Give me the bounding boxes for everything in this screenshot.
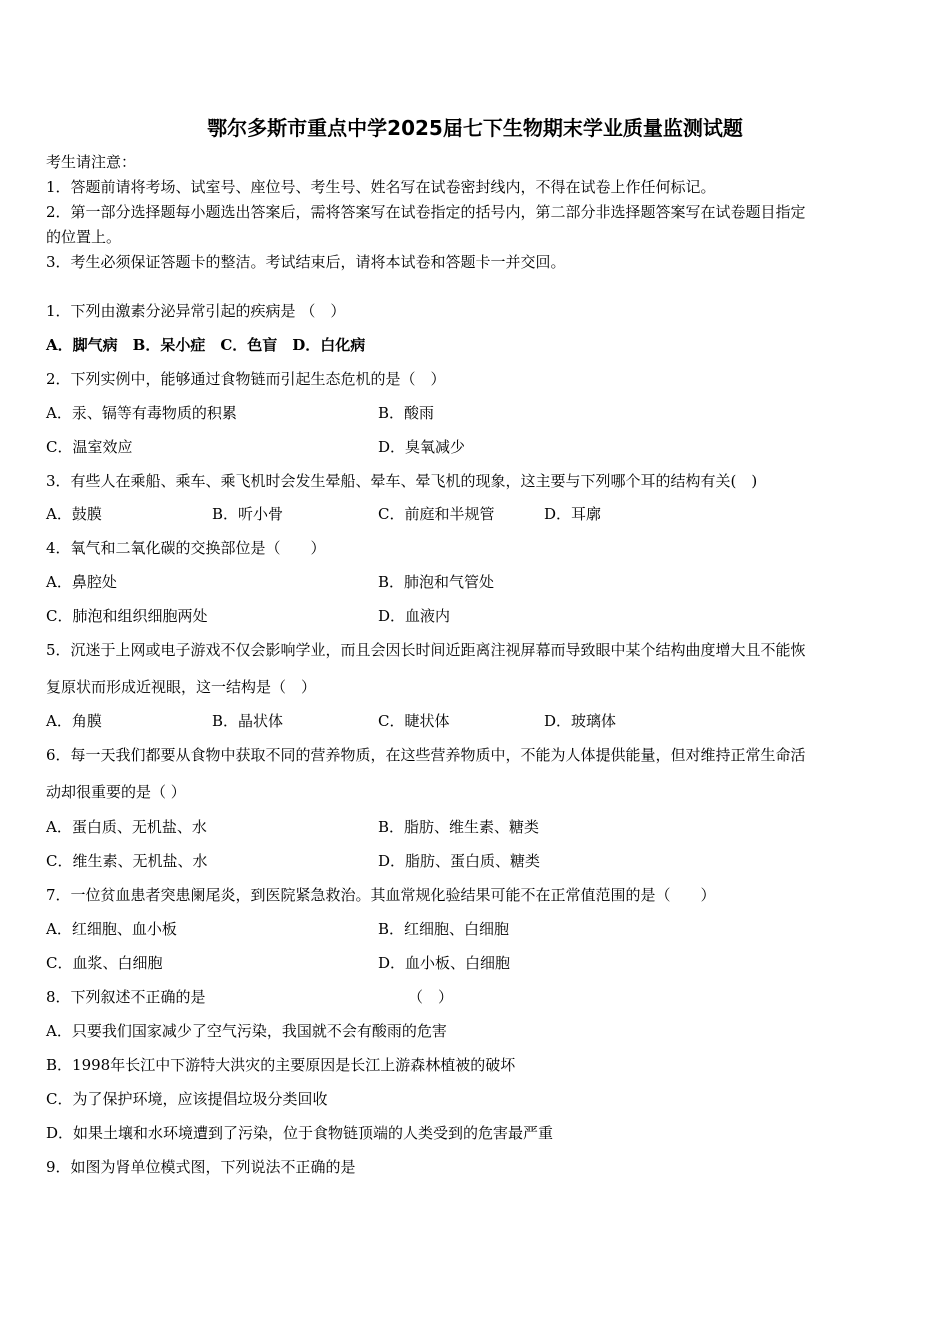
question-6-option-b: B．脂肪、维生素、糖类 bbox=[378, 818, 540, 836]
question-8-answer-paren: （ ） bbox=[408, 988, 454, 1006]
question-8-option-d: D．如果土壤和水环境遭到了污染，位于食物链顶端的人类受到的危害最严重 bbox=[46, 1124, 554, 1142]
question-8-option-c: C．为了保护环境，应该提倡垃圾分类回收 bbox=[46, 1090, 328, 1108]
page-title: 鄂尔多斯市重点中学2025届七下生物期末学业质量监测试题 bbox=[207, 116, 743, 140]
question-3-stem: 3．有些人在乘船、乘车、乘飞机时会发生晕船、晕车、晕飞机的现象，这主要与下列哪个耳的结构有关( ) bbox=[46, 472, 758, 490]
question-5-stem: 5．沉迷于上网或电子游戏不仅会影响学业，而且会因长时间近距离注视屏幕而导致眼中某个结构曲度增大且不能恢 bbox=[46, 641, 806, 659]
question-6-option-a: A．蛋白质、无机盐、水 bbox=[46, 818, 207, 836]
question-8-stem: 8．下列叙述不正确的是 bbox=[46, 988, 206, 1006]
question-5-option-c: C．睫状体 bbox=[378, 712, 450, 730]
question-5-option-b: B．晶状体 bbox=[212, 712, 284, 730]
question-2-stem: 2．下列实例中，能够通过食物链而引起生态危机的是（ ） bbox=[46, 370, 446, 388]
question-4-option-c: C．肺泡和组织细胞两处 bbox=[46, 607, 208, 625]
question-4-stem: 4．氧气和二氧化碳的交换部位是（ ） bbox=[46, 539, 326, 557]
question-3-option-a: A．鼓膜 bbox=[46, 505, 102, 523]
question-2-option-c: C．温室效应 bbox=[46, 438, 133, 456]
question-7-stem: 7．一位贫血患者突患阑尾炎，到医院紧急救治。其血常规化验结果可能不在正常值范围的是（ ） bbox=[46, 886, 716, 904]
question-7-option-d: D．血小板、白细胞 bbox=[378, 954, 511, 972]
question-8-option-b: B．1998年长江中下游特大洪灾的主要原因是长江上游森林植被的破坏 bbox=[46, 1056, 516, 1074]
notice-item-2: 2．第一部分选择题每小题选出答案后，需将答案写在试卷指定的括号内，第二部分非选择题答案写在试卷题目指定 bbox=[46, 203, 806, 221]
question-6-option-c: C．维生素、无机盐、水 bbox=[46, 852, 208, 870]
question-2-option-b: B．酸雨 bbox=[378, 404, 435, 422]
question-3-option-d: D．耳廓 bbox=[544, 505, 602, 523]
question-5-stem-cont: 复原状而形成近视眼，这一结构是（ ） bbox=[46, 678, 317, 696]
question-3-option-c: C．前庭和半规管 bbox=[378, 505, 495, 523]
question-9-stem: 9．如图为肾单位模式图，下列说法不正确的是 bbox=[46, 1158, 356, 1176]
question-6-stem-cont: 动却很重要的是（ ） bbox=[46, 783, 186, 801]
notice-item-1: 1．答题前请将考场、试室号、座位号、考生号、姓名写在试卷密封线内，不得在试卷上作任何标记。 bbox=[46, 178, 716, 196]
question-5-option-a: A．角膜 bbox=[46, 712, 102, 730]
question-6-stem: 6．每一天我们都要从食物中获取不同的营养物质，在这些营养物质中，不能为人体提供能量，但对维持正常生命活 bbox=[46, 746, 806, 764]
question-1-stem: 1．下列由激素分泌异常引起的疾病是 （ ） bbox=[46, 302, 346, 320]
question-1-options: A．脚气病 B．呆小症 C．色盲 D．白化病 bbox=[46, 336, 366, 354]
question-4-option-d: D．血液内 bbox=[378, 607, 451, 625]
question-2-option-a: A．汞、镉等有毒物质的积累 bbox=[46, 404, 237, 422]
question-4-option-a: A．鼻腔处 bbox=[46, 573, 117, 591]
question-3-option-b: B．听小骨 bbox=[212, 505, 284, 523]
notice-item-2-cont: 的位置上。 bbox=[46, 228, 122, 246]
notice-item-3: 3．考生必须保证答题卡的整洁。考试结束后，请将本试卷和答题卡一并交回。 bbox=[46, 253, 566, 271]
question-8-option-a: A．只要我们国家减少了空气污染，我国就不会有酸雨的危害 bbox=[46, 1022, 447, 1040]
question-5-option-d: D．玻璃体 bbox=[544, 712, 617, 730]
question-2-option-d: D．臭氧减少 bbox=[378, 438, 466, 456]
question-7-option-b: B．红细胞、白细胞 bbox=[378, 920, 510, 938]
notice-heading: 考生请注意： bbox=[46, 153, 137, 171]
question-7-option-a: A．红细胞、血小板 bbox=[46, 920, 177, 938]
question-6-option-d: D．脂肪、蛋白质、糖类 bbox=[378, 852, 541, 870]
question-4-option-b: B．肺泡和气管处 bbox=[378, 573, 495, 591]
question-7-option-c: C．血浆、白细胞 bbox=[46, 954, 163, 972]
